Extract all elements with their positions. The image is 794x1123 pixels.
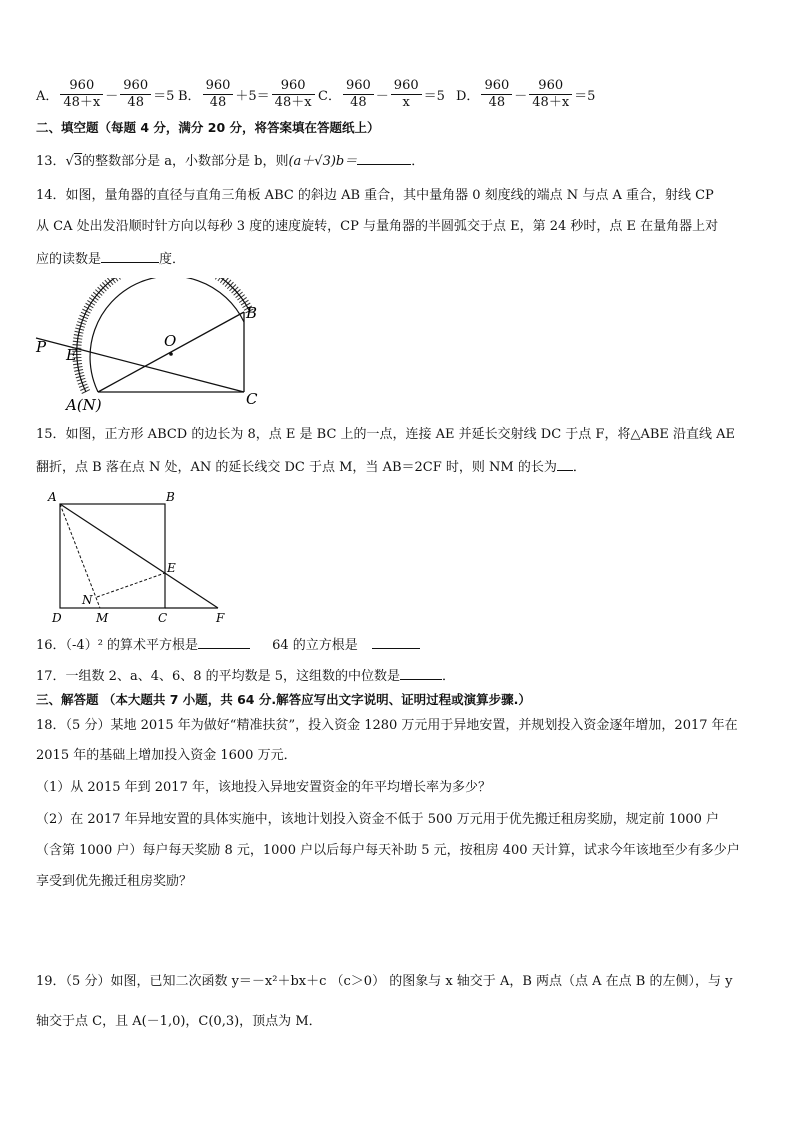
option-a-frac2: $\frac{960}{48}$ [120, 78, 151, 111]
line-am [60, 504, 100, 608]
svg-text:C: C [158, 611, 168, 625]
svg-text:O: O [164, 332, 177, 350]
answer-blank-16a [198, 634, 250, 649]
center-o [169, 352, 173, 356]
svg-text:E: E [167, 561, 176, 575]
svg-text:A(N): A(N) [66, 396, 102, 414]
question-19-line2: 轴交于点 C，且 A(－1,0)，C(0,3)，顶点为 M． [36, 1014, 322, 1029]
svg-text:F: F [216, 611, 225, 625]
svg-text:P: P [36, 338, 47, 356]
section2-heading: 二、填空题（每题 4 分，满分 20 分，将答案填在答题纸上） [36, 120, 380, 135]
question-18-part2-line2: （含第 1000 户）每户每天奖励 8 元，1000 户以后每户每天补助 5 元，按租房 400 天计算，试求今年该地至少有多少户 [36, 843, 740, 858]
question-16: 16．（-4）² 的算术平方根是 64 的立方根是 [36, 634, 420, 656]
option-c-label: C． [318, 89, 341, 104]
answer-blank-16b [372, 634, 420, 649]
question-14-line2: 从 CA 处出发沿顺时针方向以每秒 3 度的速度旋转，CP 与量角器的半圆弧交于点 E，第 24 秒时，点 E 在量角器上对 [36, 219, 719, 234]
option-a-frac1: $\frac{960}{48+x}$ [60, 78, 103, 111]
sqrt-symbol: √3 [65, 154, 83, 169]
question-17: 17．一组数 2、a、4、6、8 的平均数是 5，这组数的中位数是 ． [36, 665, 455, 687]
option-c: C． $\frac{960}{48}$ － $\frac{960}{x}$ ＝5 [318, 78, 445, 110]
square-abcd [60, 504, 165, 608]
option-a-label: A． [36, 89, 59, 104]
question-18-part2-line3: 享受到优先搬迁租房奖励？ [36, 874, 193, 889]
question-14-line3: 应的读数是 度． [36, 248, 185, 270]
question-18-line2: 2015 年的基础上增加投入资金 1600 万元． [36, 748, 297, 763]
svg-text:M: M [96, 611, 109, 625]
svg-text:B: B [246, 304, 258, 322]
section3-heading: 三、解答题 （本大题共 7 小题，共 64 分.解答应写出文字说明、证明过程或演算步骤.） [36, 692, 531, 707]
svg-text:E: E [66, 346, 77, 364]
option-a: A． $\frac{960}{48+x}$ － $\frac{960}{48}$ ＝5 [36, 78, 175, 110]
option-b-label: B． [178, 89, 201, 104]
svg-text:C: C [246, 390, 258, 408]
question-15-line2: 翻折，点 B 落在点 N 处，AN 的延长线交 DC 于点 M，当 AB＝2CF 时，则 NM 的长为 ． [36, 456, 586, 478]
question-15-line1: 15．如图，正方形 ABCD 的边长为 8，点 E 是 BC 上的一点，连接 AE 并延长交射线 DC 于点 F，将△ABE 沿直线 AE [36, 427, 736, 442]
svg-text:B: B [166, 490, 175, 504]
answer-blank-14 [101, 248, 159, 263]
question-18-part2-line1: （2）在 2017 年异地安置的具体实施中，该地计划投入资金不低于 500 万元用于优先搬迁租房奖励，规定前 1000 户 [36, 812, 720, 827]
protractor-figure [30, 278, 270, 418]
answer-blank-13 [357, 150, 411, 165]
question-18-line1: 18．（5 分）某地 2015 年为做好“精准扶贫”，投入资金 1280 万元用于异地安置，并规划投入资金逐年增加，2017 年在 [36, 718, 738, 733]
option-b: B． $\frac{960}{48}$ ＋5＝ $\frac{960}{48+x}$ [178, 78, 317, 111]
question-14-line1: 14．如图，量角器的直径与直角三角板 ABC 的斜边 AB 重合，其中量角器 0 刻度线的端点 N 与点 A 重合，射线 CP [36, 188, 714, 203]
question-13: 13．√3的整数部分是 a，小数部分是 b，则(a＋√3)b＝ ． [36, 150, 424, 172]
answer-blank-15 [557, 456, 573, 471]
svg-text:D: D [52, 611, 62, 625]
option-d-label: D． [456, 89, 480, 104]
line-ne [97, 573, 165, 597]
question-18-part1: （1）从 2015 年到 2017 年，该地投入异地安置资金的年平均增长率为多少？ [36, 780, 491, 795]
answer-blank-17 [400, 665, 442, 680]
question-19-line1: 19．（5 分）如图，已知二次函数 y＝－x²＋bx＋c （c＞0） 的图象与 x 轴交于 A，B 两点（点 A 在点 B 的左侧），与 y [36, 974, 733, 989]
option-d: D． $\frac{960}{48}$ － $\frac{960}{48+x}$ ＝5 [456, 78, 596, 110]
hypotenuse-ab [98, 312, 244, 392]
svg-text:N: N [82, 593, 93, 607]
svg-text:A: A [48, 490, 57, 504]
square-figure [40, 486, 240, 626]
